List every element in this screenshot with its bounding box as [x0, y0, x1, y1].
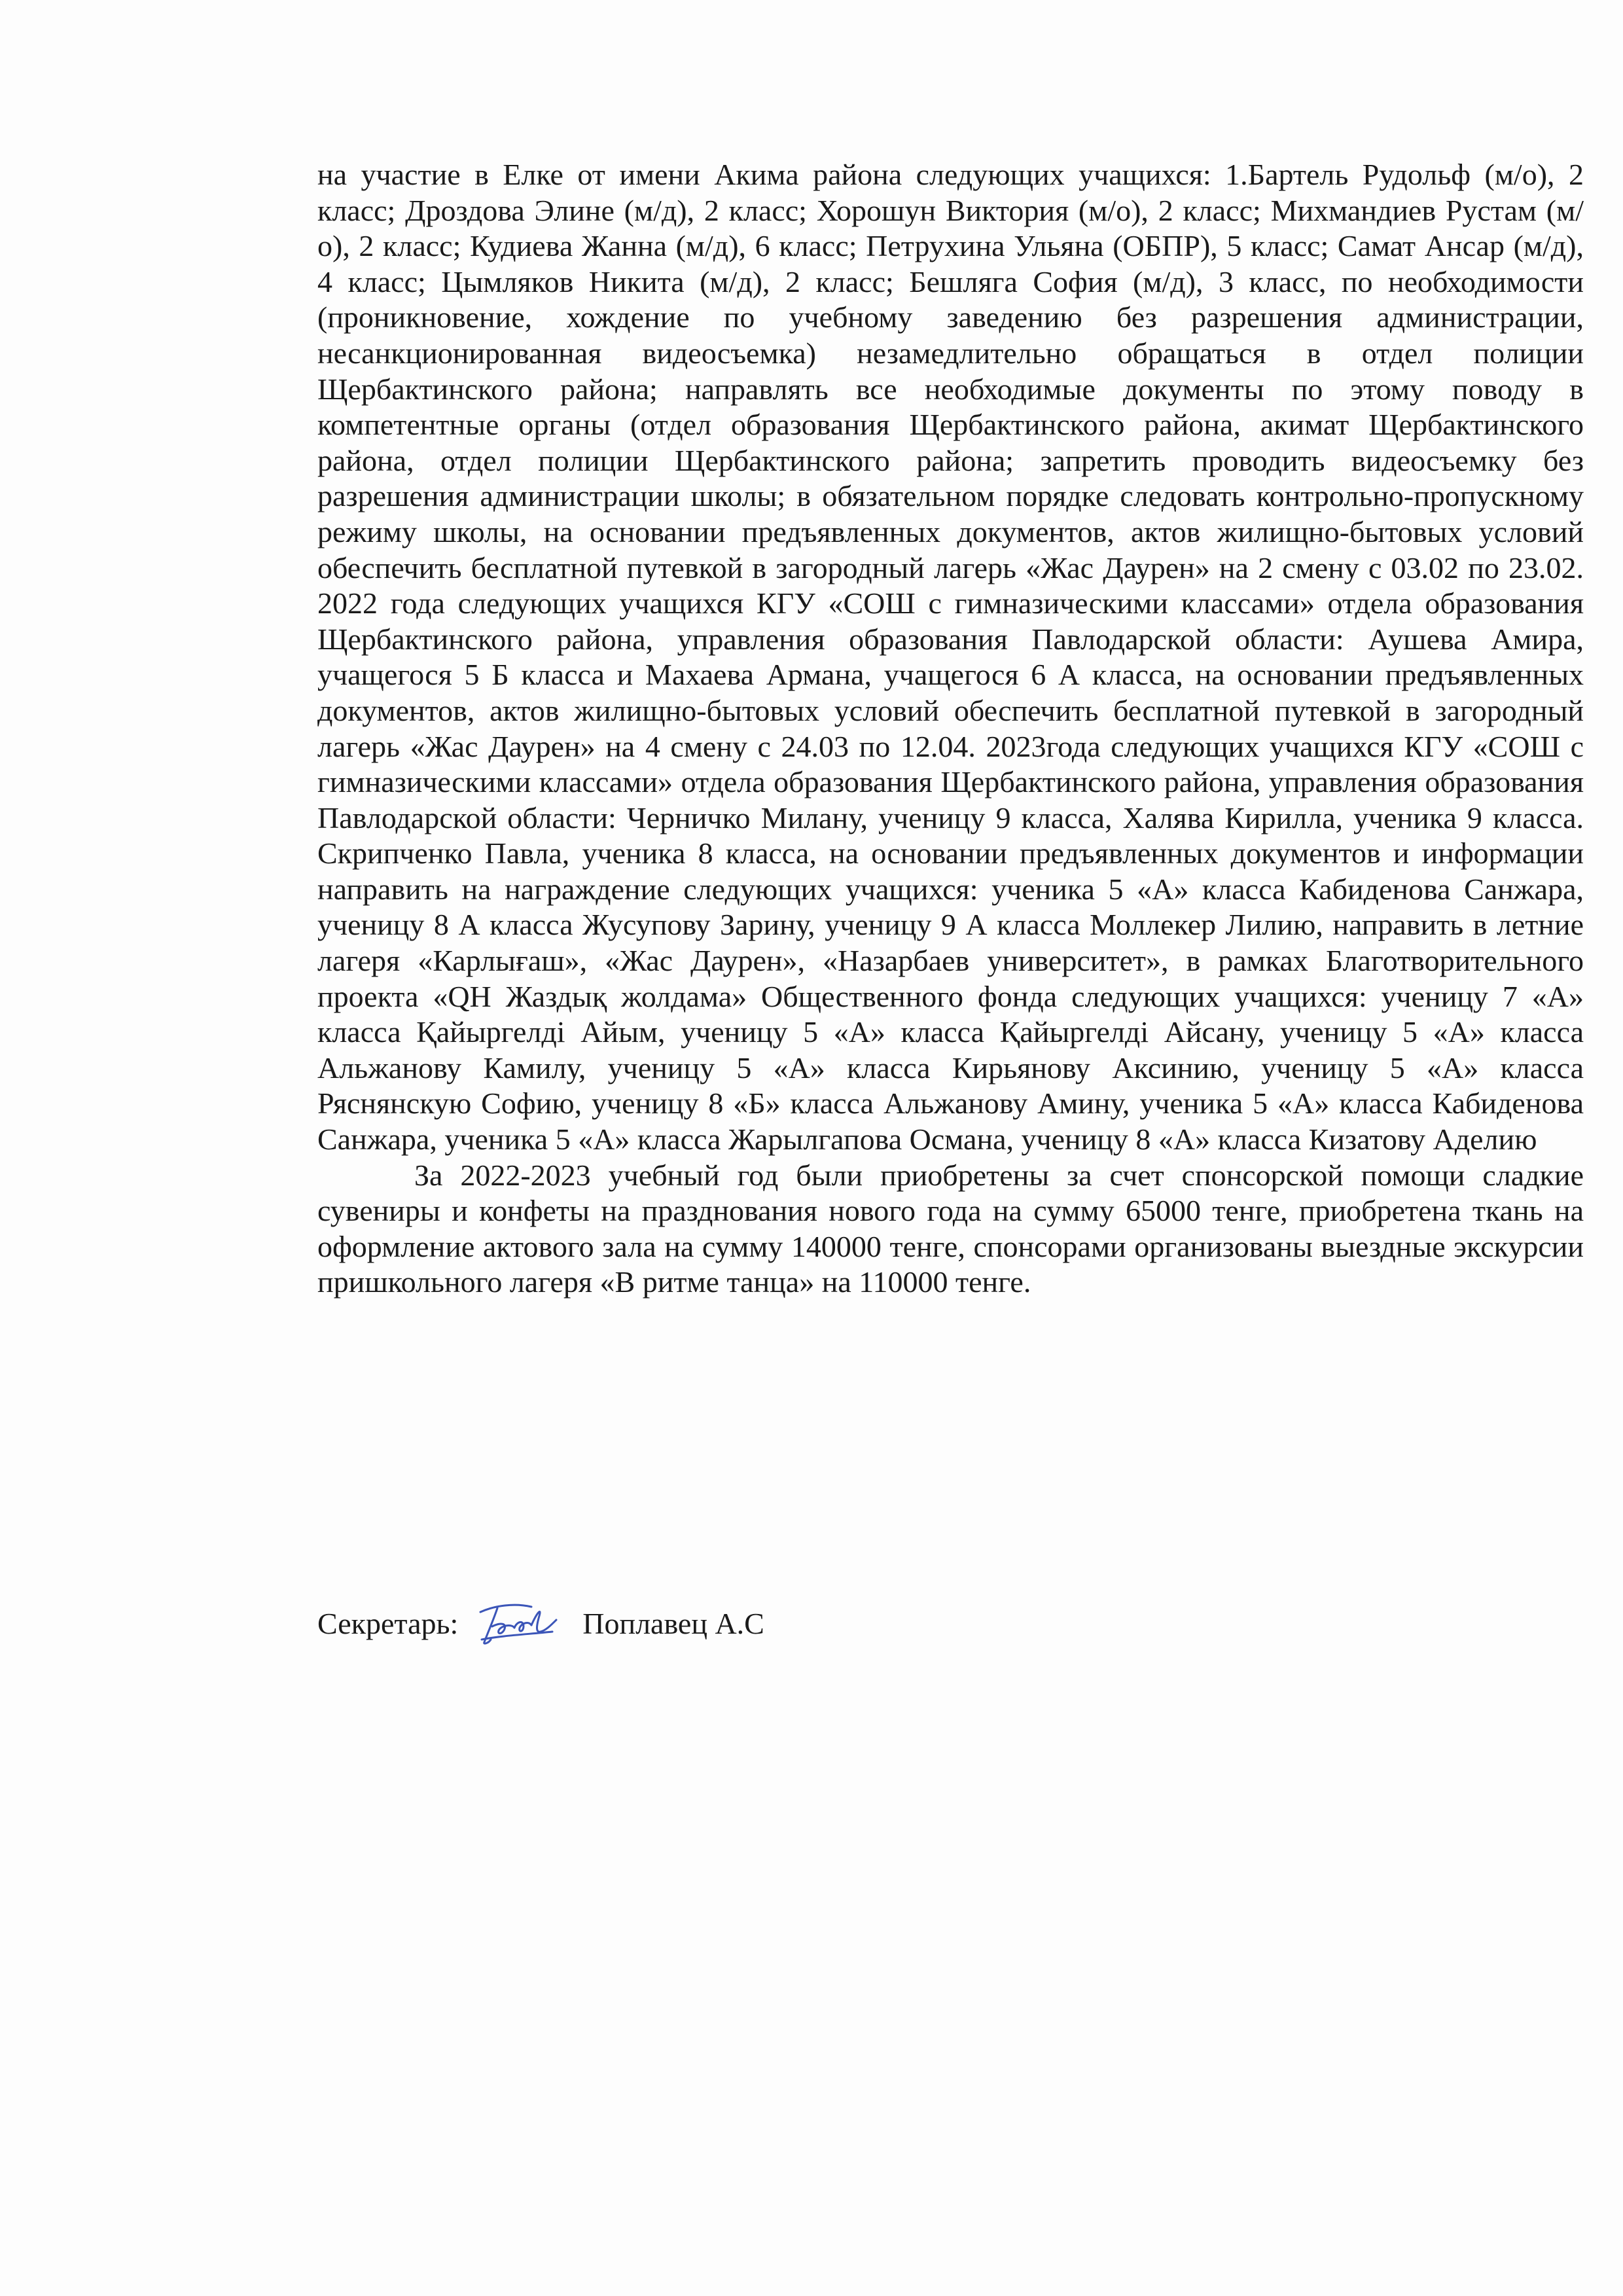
- paragraph-sponsors: За 2022-2023 учебный год были приобретены за счет спонсорской помощи сладкие сувениры и конфеты на празднования нового года на сумму 65000 тенге, приобретена ткань на оформление актового зала на сумму 140000 тенге, спонсорами организованы выездные экскурсии пришкольного лагеря «В ритме танца» на 110000 тенге.: [317, 1158, 1584, 1299]
- signature-label: Секретарь:: [317, 1606, 459, 1640]
- signature-line: [317, 1594, 764, 1653]
- signature-name: Поплавец А.С: [582, 1606, 764, 1640]
- paragraph-main: на участие в Елке от имени Акима района следующих учащихся: 1.Бартель Рудольф (м/о), 2 класс; Дроздова Элине (м/д), 2 класс; Хорошун Виктория (м/о), 2 класс; Михмандиев Рустам (м/о), 2 класс; Кудиева Жанна (м/д), 6 класс; Петрухина Ульяна (ОБПР), 5 класс; Самат Ансар (м/д), 4 класс; Цымляков Никита (м/д), 2 класс; Бешляга София (м/д), 3 класс, по необходимости (проникновение, хождение по учебному заведению без разрешения администрации, несанкционированная видеосъемка) незамедлительно обращаться в отдел полиции Щербактинского района; направлять все необходимые документы по этому поводу в компетентные органы (отдел образования Щербактинского района, акимат Щербактинского района, отдел полиции Щербактинского района; запретить проводить видеосъемку без разрешения администрации школы; в обязательном порядке следовать контрольно-пропускному режиму школы, на основании предъявленных документов, актов жилищно-бытовых условий обеспечить бесплатной путевкой в загородный лагерь «Жас Даурен» на 2 смену с 03.02 по 23.02. 2022 года следующих учащихся КГУ «СОШ с гимназическими классами» отдела образования Щербактинского района, управления образования Павлодарской области: Аушева Амира, учащегося 5 Б класса и Махаева Армана, учащегося 6 А класса, на основании предъявленных документов, актов жилищно-бытовых условий обеспечить бесплатной путевкой в загородный лагерь «Жас Даурен» на 4 смену с 24.03 по 12.04. 2023года следующих учащихся КГУ «СОШ с гимназическими классами» отдела образования Щербактинского района, управления образования Павлодарской области: Черничко Милану, ученицу 9 класса, Халява Кирилла, ученика 9 класса. Скрипченко Павла, ученика 8 класса, на основании предъявленных документов и информации направить на награждение следующих учащихся: ученика 5 «А» класса Кабиденова Санжара, ученицу 8 А класса Жусупову Зарину, ученицу 9 А класса Моллекер Лилию, направить в летние лагеря «Карлығаш», «Жас Даурен», «Назарбаев университет», в рамках Благотворительного проекта «QH Жаздық жолдама» Общественного фонда следующих учащихся: ученицу 7 «А» класса Қайыргелді Айым, ученицу 5 «А» класса Қайыргелді Айсану, ученицу 5 «А» класса Альжанову Камилу, ученицу 5 «А» класса Кирьянову Аксинию, ученицу 5 «А» класса Ряснянскую Софию, ученицу 8 «Б» класса Альжанову Амину, ученика 5 «А» класса Кабиденова Санжара, ученика 5 «А» класса Жарылгапова Османа, ученицу 8 «А» класса Кизатову Аделию: [317, 158, 1584, 1157]
- document-body: [317, 157, 1584, 1300]
- handwritten-signature: [469, 1594, 567, 1653]
